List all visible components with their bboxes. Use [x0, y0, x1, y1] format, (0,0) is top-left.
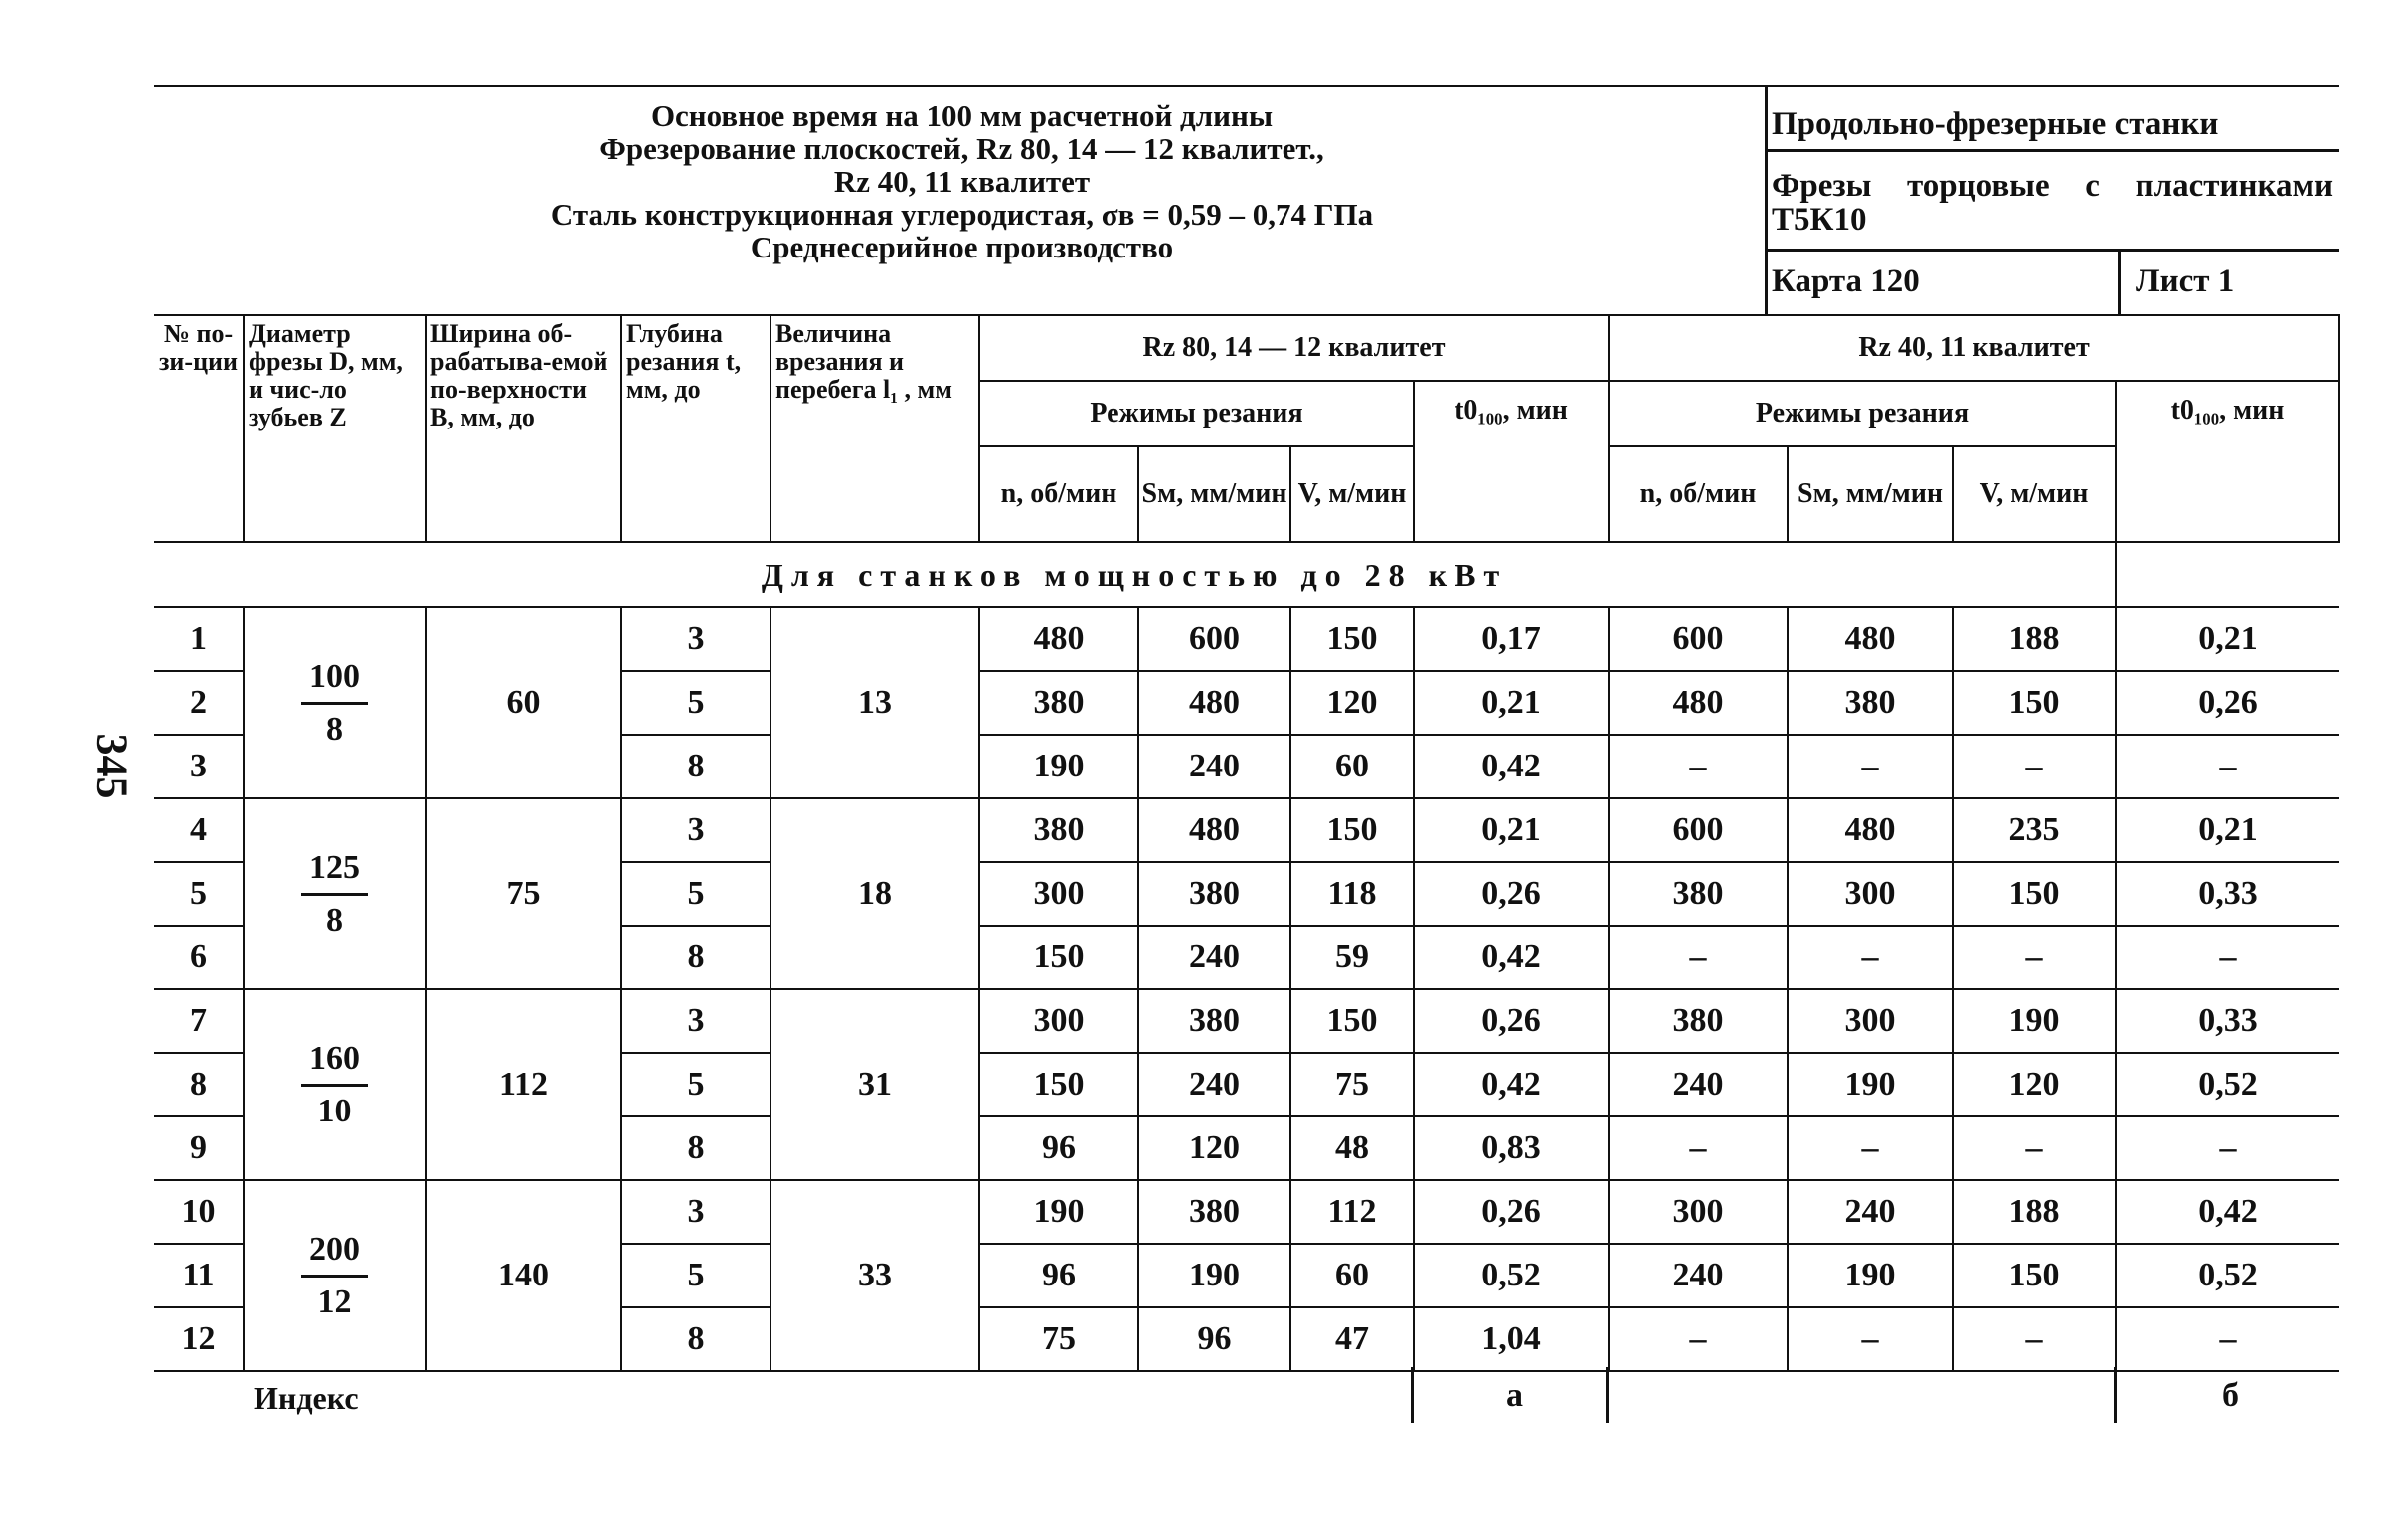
- t2-cell: 0,21: [2116, 607, 2339, 671]
- v1-cell: 60: [1290, 1244, 1414, 1307]
- document-title: [159, 99, 1765, 263]
- machine-type: Продольно-фрезерные станки: [1772, 106, 2219, 142]
- t1-cell: 0,52: [1414, 1244, 1609, 1307]
- pos-cell: 3: [154, 735, 244, 798]
- s2-cell: 190: [1788, 1244, 1953, 1307]
- depth-cell: 3: [621, 798, 770, 862]
- width-cell: 60: [426, 607, 621, 798]
- footer-divider: [1606, 1367, 1609, 1423]
- top-rule: [154, 85, 2339, 87]
- n2-cell: –: [1609, 926, 1788, 989]
- s1-cell: 600: [1138, 607, 1290, 671]
- pos-cell: 9: [154, 1116, 244, 1180]
- col-s1: Sм, мм/мин: [1138, 446, 1290, 542]
- group-rz80: Rz 80, 14 — 12 квалитет: [979, 315, 1609, 381]
- n1-cell: 96: [979, 1244, 1138, 1307]
- footer-divider: [2114, 1367, 2117, 1423]
- s1-cell: 96: [1138, 1307, 1290, 1371]
- v2-cell: –: [1953, 1307, 2116, 1371]
- title-line: Сталь конструкционная углеродистая, σв = 0,59 – 0,74 ГПа: [550, 197, 1374, 232]
- table-row: [154, 1180, 2339, 1244]
- v1-cell: 120: [1290, 671, 1414, 735]
- diameter-value: 125: [301, 849, 368, 896]
- depth-cell: 8: [621, 1116, 770, 1180]
- s2-cell: 480: [1788, 798, 1953, 862]
- v2-cell: 150: [1953, 862, 2116, 926]
- t1-cell: 0,21: [1414, 798, 1609, 862]
- teeth-value: 12: [317, 1283, 352, 1320]
- t2-cell: –: [2116, 1307, 2339, 1371]
- modes-2: Режимы резания: [1609, 381, 2116, 446]
- n1-cell: 150: [979, 926, 1138, 989]
- n2-cell: 600: [1609, 798, 1788, 862]
- s1-cell: 240: [1138, 1053, 1290, 1116]
- overrun-cell: 18: [770, 798, 979, 989]
- n2-cell: –: [1609, 1307, 1788, 1371]
- table-row: [154, 989, 2339, 1053]
- v1-cell: 60: [1290, 735, 1414, 798]
- n1-cell: 480: [979, 607, 1138, 671]
- table-row: [154, 798, 2339, 862]
- col-v2: V, м/мин: [1953, 446, 2116, 542]
- depth-cell: 5: [621, 1053, 770, 1116]
- pos-cell: 6: [154, 926, 244, 989]
- v2-cell: 120: [1953, 1053, 2116, 1116]
- n2-cell: –: [1609, 1116, 1788, 1180]
- n2-cell: 240: [1609, 1244, 1788, 1307]
- v2-cell: 188: [1953, 1180, 2116, 1244]
- t1-cell: 0,83: [1414, 1116, 1609, 1180]
- s2-cell: –: [1788, 735, 1953, 798]
- group-rz40: Rz 40, 11 квалитет: [1609, 315, 2339, 381]
- n1-cell: 300: [979, 862, 1138, 926]
- t1-cell: 0,26: [1414, 862, 1609, 926]
- diameter-cell: [244, 989, 426, 1180]
- s1-cell: 120: [1138, 1116, 1290, 1180]
- v2-cell: 150: [1953, 1244, 2116, 1307]
- depth-cell: 5: [621, 862, 770, 926]
- depth-cell: 3: [621, 1180, 770, 1244]
- s2-cell: 480: [1788, 607, 1953, 671]
- t1-cell: 0,42: [1414, 926, 1609, 989]
- index-label: Индекс: [254, 1380, 359, 1416]
- depth-cell: 8: [621, 1307, 770, 1371]
- pos-cell: 12: [154, 1307, 244, 1371]
- n1-cell: 96: [979, 1116, 1138, 1180]
- header-divider: [1765, 87, 1768, 314]
- col-pos: № по-зи-ции: [154, 315, 244, 542]
- t1-cell: 0,17: [1414, 607, 1609, 671]
- t1-cell: 1,04: [1414, 1307, 1609, 1371]
- data-table: [154, 314, 2340, 1372]
- v1-cell: 112: [1290, 1180, 1414, 1244]
- rule: [1768, 149, 2339, 152]
- t2-cell: –: [2116, 926, 2339, 989]
- v2-cell: 150: [1953, 671, 2116, 735]
- s2-cell: 380: [1788, 671, 1953, 735]
- col-v1: V, м/мин: [1290, 446, 1414, 542]
- section-title: Для станков мощностью до 28 кВт: [154, 542, 2116, 607]
- t2-cell: –: [2116, 735, 2339, 798]
- n1-cell: 300: [979, 989, 1138, 1053]
- depth-cell: 3: [621, 989, 770, 1053]
- n1-cell: 380: [979, 798, 1138, 862]
- page-number: 345: [87, 733, 137, 799]
- s1-cell: 480: [1138, 798, 1290, 862]
- t2-cell: –: [2116, 1116, 2339, 1180]
- t2-cell: 0,26: [2116, 671, 2339, 735]
- n1-cell: 150: [979, 1053, 1138, 1116]
- v1-cell: 150: [1290, 798, 1414, 862]
- n2-cell: 380: [1609, 862, 1788, 926]
- t2-cell: 0,52: [2116, 1053, 2339, 1116]
- v2-cell: 188: [1953, 607, 2116, 671]
- s2-cell: 240: [1788, 1180, 1953, 1244]
- n2-cell: 240: [1609, 1053, 1788, 1116]
- depth-cell: 8: [621, 735, 770, 798]
- s1-cell: 380: [1138, 862, 1290, 926]
- col-width: Ширина об-рабатыва-емой по-верхности B, мм, до: [426, 315, 621, 542]
- s2-cell: 190: [1788, 1053, 1953, 1116]
- pos-cell: 4: [154, 798, 244, 862]
- section-empty: [2116, 542, 2339, 607]
- pos-cell: 10: [154, 1180, 244, 1244]
- diameter-cell: [244, 798, 426, 989]
- title-line: Rz 40, 11 квалитет: [833, 164, 1091, 199]
- teeth-value: 10: [317, 1092, 352, 1129]
- v2-cell: 235: [1953, 798, 2116, 862]
- t2-cell: 0,42: [2116, 1180, 2339, 1244]
- tool-type: Фрезы торцовые с пластинками Т5К10: [1772, 168, 2333, 238]
- table-row: [154, 607, 2339, 671]
- s2-cell: –: [1788, 1116, 1953, 1180]
- t2-cell: 0,52: [2116, 1244, 2339, 1307]
- index-a: а: [1506, 1377, 1523, 1414]
- t1-cell: 0,26: [1414, 989, 1609, 1053]
- n2-cell: 480: [1609, 671, 1788, 735]
- n1-cell: 190: [979, 1180, 1138, 1244]
- width-cell: 75: [426, 798, 621, 989]
- col-overrun: Величина врезания и перебега l₁ , мм: [770, 315, 979, 542]
- t1-cell: 0,26: [1414, 1180, 1609, 1244]
- depth-cell: 5: [621, 671, 770, 735]
- s1-cell: 190: [1138, 1244, 1290, 1307]
- depth-cell: 8: [621, 926, 770, 989]
- v2-cell: –: [1953, 926, 2116, 989]
- sheet-number: Лист 1: [2136, 263, 2235, 299]
- v2-cell: –: [1953, 735, 2116, 798]
- n1-cell: 380: [979, 671, 1138, 735]
- col-depth: Глубина резания t, мм, до: [621, 315, 770, 542]
- s2-cell: –: [1788, 926, 1953, 989]
- overrun-cell: 31: [770, 989, 979, 1180]
- n2-cell: –: [1609, 735, 1788, 798]
- rule: [1768, 249, 2339, 252]
- v1-cell: 150: [1290, 989, 1414, 1053]
- v1-cell: 48: [1290, 1116, 1414, 1180]
- s1-cell: 480: [1138, 671, 1290, 735]
- depth-cell: 3: [621, 607, 770, 671]
- title-line: Среднесерийное производство: [750, 230, 1174, 264]
- s1-cell: 240: [1138, 926, 1290, 989]
- title-line: Основное время на 100 мм расчетной длины: [650, 98, 1274, 133]
- card-number: Карта 120: [1772, 263, 1920, 299]
- s2-cell: 300: [1788, 989, 1953, 1053]
- pos-cell: 5: [154, 862, 244, 926]
- diameter-value: 100: [301, 658, 368, 705]
- n2-cell: 300: [1609, 1180, 1788, 1244]
- overrun-cell: 13: [770, 607, 979, 798]
- v1-cell: 150: [1290, 607, 1414, 671]
- n1-cell: 75: [979, 1307, 1138, 1371]
- t2-cell: 0,33: [2116, 862, 2339, 926]
- t1-cell: 0,42: [1414, 735, 1609, 798]
- teeth-value: 8: [326, 901, 343, 939]
- v1-cell: 118: [1290, 862, 1414, 926]
- diameter-cell: [244, 1180, 426, 1371]
- v1-cell: 75: [1290, 1053, 1414, 1116]
- width-cell: 112: [426, 989, 621, 1180]
- col-n2: n, об/мин: [1609, 446, 1788, 542]
- pos-cell: 8: [154, 1053, 244, 1116]
- n2-cell: 600: [1609, 607, 1788, 671]
- v1-cell: 47: [1290, 1307, 1414, 1371]
- diameter-cell: [244, 607, 426, 798]
- width-cell: 140: [426, 1180, 621, 1371]
- t0-1: t0₁₀₀, мин: [1414, 381, 1609, 542]
- diameter-value: 160: [301, 1040, 368, 1087]
- s1-cell: 240: [1138, 735, 1290, 798]
- s1-cell: 380: [1138, 989, 1290, 1053]
- teeth-value: 8: [326, 710, 343, 748]
- n1-cell: 190: [979, 735, 1138, 798]
- rule: [2118, 252, 2121, 314]
- depth-cell: 5: [621, 1244, 770, 1307]
- n2-cell: 380: [1609, 989, 1788, 1053]
- pos-cell: 11: [154, 1244, 244, 1307]
- v1-cell: 59: [1290, 926, 1414, 989]
- overrun-cell: 33: [770, 1180, 979, 1371]
- pos-cell: 1: [154, 607, 244, 671]
- footer-divider: [1411, 1367, 1414, 1423]
- s2-cell: 300: [1788, 862, 1953, 926]
- t2-cell: 0,33: [2116, 989, 2339, 1053]
- title-line: Фрезерование плоскостей, Rz 80, 14 — 12 квалитет.,: [599, 131, 1324, 166]
- pos-cell: 7: [154, 989, 244, 1053]
- col-diameter: Диаметр фрезы D, мм, и чис-ло зубьев Z: [244, 315, 426, 542]
- diameter-value: 200: [301, 1231, 368, 1278]
- s1-cell: 380: [1138, 1180, 1290, 1244]
- v2-cell: 190: [1953, 989, 2116, 1053]
- t1-cell: 0,21: [1414, 671, 1609, 735]
- t1-cell: 0,42: [1414, 1053, 1609, 1116]
- t2-cell: 0,21: [2116, 798, 2339, 862]
- s2-cell: –: [1788, 1307, 1953, 1371]
- t0-2: t0₁₀₀, мин: [2116, 381, 2339, 542]
- pos-cell: 2: [154, 671, 244, 735]
- index-b: б: [2222, 1377, 2239, 1414]
- col-n1: n, об/мин: [979, 446, 1138, 542]
- modes-1: Режимы резания: [979, 381, 1414, 446]
- v2-cell: –: [1953, 1116, 2116, 1180]
- col-s2: Sм, мм/мин: [1788, 446, 1953, 542]
